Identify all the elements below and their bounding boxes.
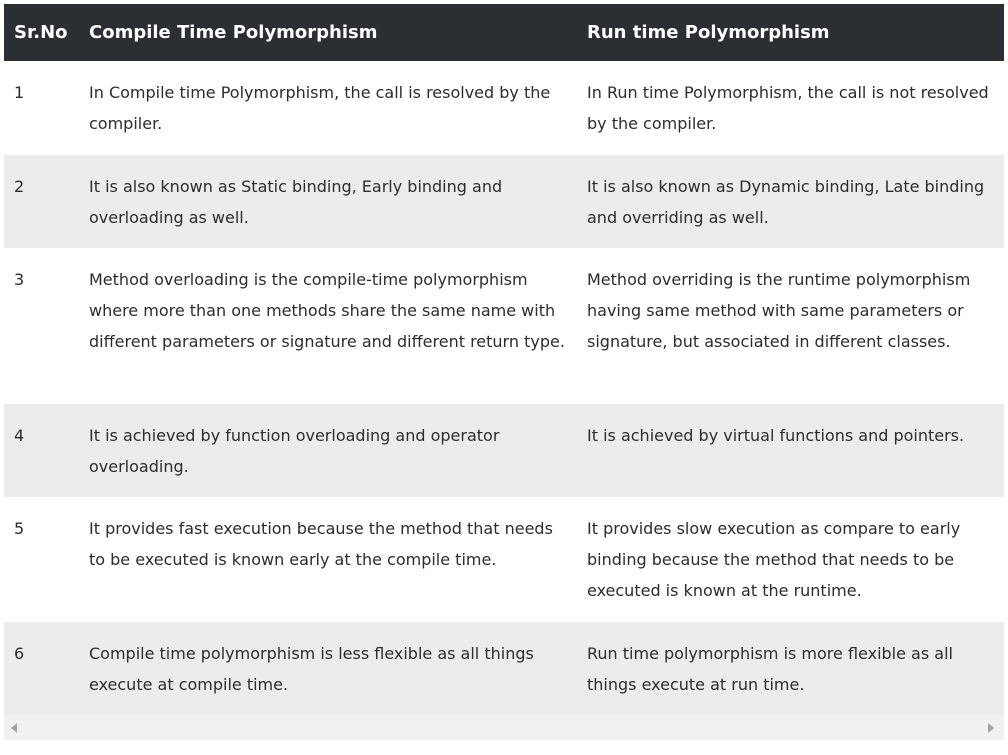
triangle-right-icon[interactable] xyxy=(988,723,994,733)
table-row xyxy=(4,404,1004,497)
run-time-cell: It is also known as Dynamic binding, Late binding and overriding as well. xyxy=(587,177,985,227)
table-header-row xyxy=(4,4,1004,61)
table-row xyxy=(4,61,1004,155)
run-time-cell: In Run time Polymorphism, the call is not resolved by the compiler. xyxy=(587,83,989,133)
row-number: 4 xyxy=(14,426,25,445)
run-time-cell: It is achieved by virtual functions and pointers. xyxy=(587,426,965,445)
compile-time-cell: In Compile time Polymorphism, the call is resolved by the compiler. xyxy=(89,83,551,133)
compile-time-cell: It is achieved by function overloading and operator overloading. xyxy=(89,426,500,476)
comparison-table xyxy=(4,4,1004,716)
compile-time-cell: Method overloading is the compile-time polymorphism where more than one methods share the same name with different parameters or signature and different return type. xyxy=(89,270,565,351)
row-number: 5 xyxy=(14,519,25,538)
row-number: 3 xyxy=(14,270,25,289)
table-row xyxy=(4,248,1004,404)
header-sr-no: Sr.No xyxy=(14,22,68,43)
row-number: 1 xyxy=(14,83,25,102)
table-row xyxy=(4,155,1004,248)
run-time-cell: Method overriding is the runtime polymorphism having same method with same parameters or signature, but associated in different classes. xyxy=(587,270,971,351)
run-time-cell: Run time polymorphism is more flexible as all things execute at run time. xyxy=(587,644,953,694)
header-run-time: Run time Polymorphism xyxy=(587,22,830,43)
header-compile-time: Compile Time Polymorphism xyxy=(89,22,378,43)
table-row xyxy=(4,497,1004,622)
compile-time-cell: It is also known as Static binding, Early binding and overloading as well. xyxy=(89,177,503,227)
compile-time-cell: Compile time polymorphism is less flexible as all things execute at compile time. xyxy=(89,644,534,694)
triangle-left-icon[interactable] xyxy=(11,723,17,733)
compile-time-cell: It provides fast execution because the method that needs to be executed is known early at the compile time. xyxy=(89,519,553,569)
run-time-cell: It provides slow execution as compare to early binding because the method that needs to be executed is known at the runtime. xyxy=(587,519,961,600)
comparison-table-container xyxy=(4,4,1004,740)
row-number: 2 xyxy=(14,177,25,196)
row-number: 6 xyxy=(14,644,25,663)
horizontal-scrollbar[interactable] xyxy=(4,715,1004,740)
table-row xyxy=(4,622,1004,716)
